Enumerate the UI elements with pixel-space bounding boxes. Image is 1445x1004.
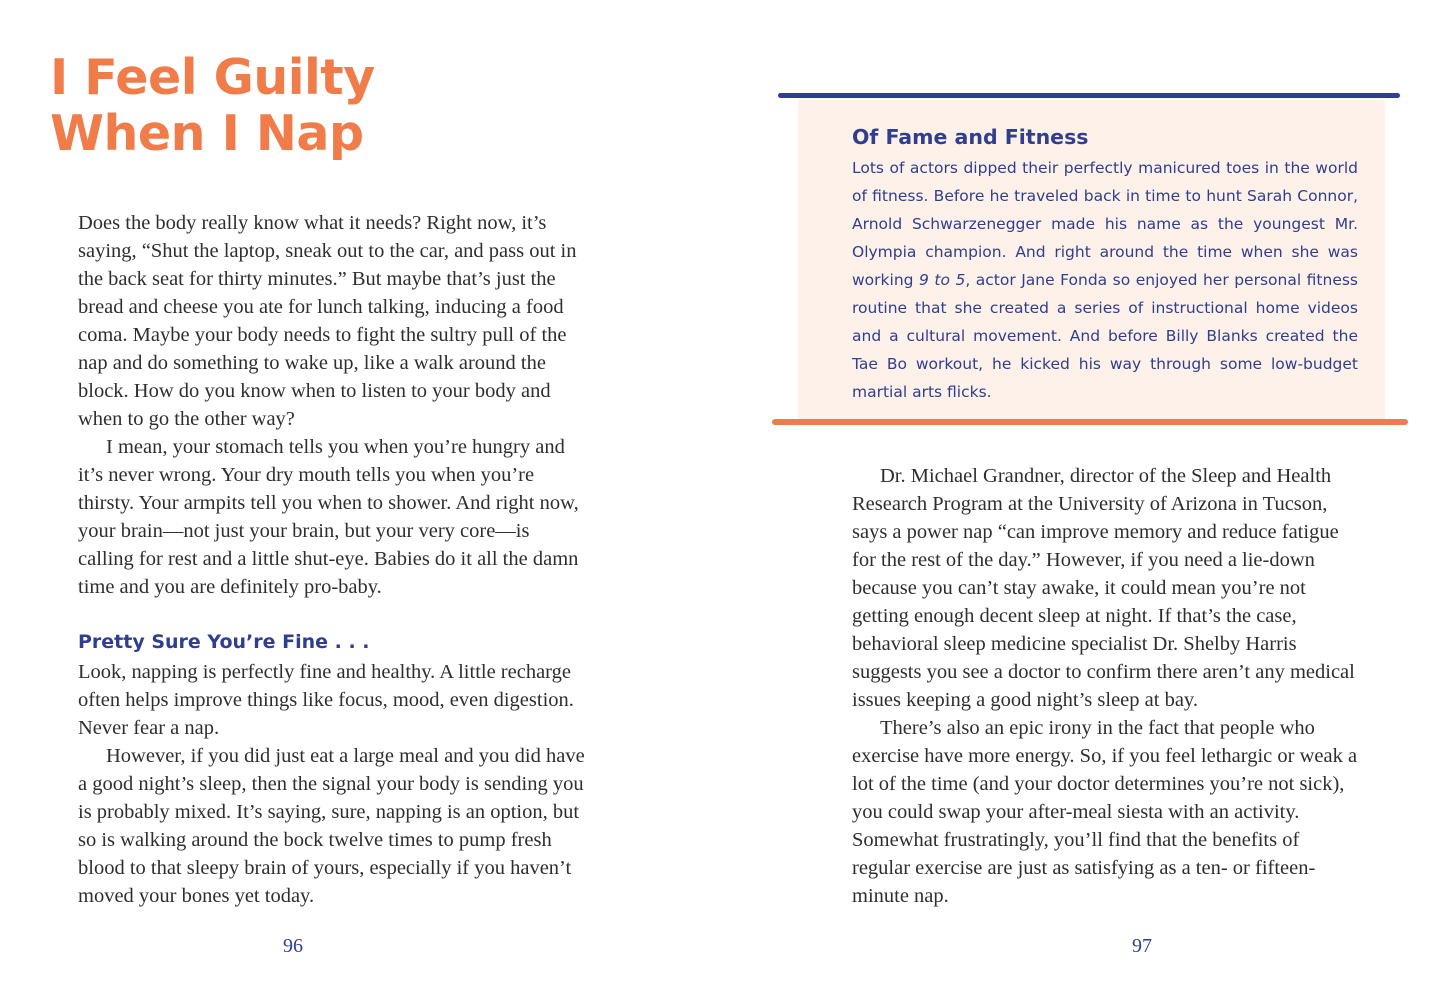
sidebar-title: Of Fame and Fitness (852, 125, 1089, 149)
chapter-title-line2: When I Nap (50, 105, 364, 162)
right-page (722, 0, 1445, 1004)
paragraph: However, if you did just eat a large meal and you did have a good night’s sleep, then the signal your body is sending you is probably mixed. It’s saying, sure, napping is an option, but so is walking around the bock twelve times to pump fresh blood to that sleepy brain of yours, especially if you haven’t moved your bones yet today. (78, 745, 585, 907)
paragraph: I mean, your stomach tells you when you’re hungry and it’s never wrong. Your dry mouth tells you when you’re thirsty. Your armpits tell you when to shower. And right now, your brain—not just your brain, but your very core—is calling for rest and a little shut-eye. Babies do it all the damn time and you are definitely pro-baby. (78, 436, 579, 598)
section-heading: Pretty Sure You’re Fine . . . (78, 631, 370, 653)
paragraph: There’s also an epic irony in the fact that people who exercise have more energy. So, if you feel lethargic or weak a lot of the time (and your doctor determines you’re not sick), you could swap your after-meal siesta with an activity. Somewhat frustratingly, you’ll find that the benefits of regular exercise are just as satisfying as a ten- or fifteen-minute nap. (852, 717, 1358, 907)
page-number: 96 (283, 935, 303, 957)
sidebar-text-italic: 9 to 5 (919, 271, 966, 289)
sidebar-text (852, 154, 1358, 406)
paragraph: Look, napping is perfectly fine and healthy. A little recharge often helps improve things like focus, mood, even digestion. Never fear a nap. (78, 661, 574, 739)
sidebar-top-rule (778, 93, 1400, 98)
paragraph: Does the body really know what it needs? Right now, it’s saying, “Shut the laptop, sneak out to the car, and pass out in the back seat for thirty minutes.” But maybe that’s just the bread and cheese you ate for lunch talking, inducing a food coma. Maybe your body needs to fight the sultry pull of the nap and do something to wake up, like a walk around the block. How do you know when to listen to your body and when to go the other way? (78, 212, 577, 430)
sidebar-bottom-rule (772, 419, 1408, 425)
chapter-title-line1: I Feel Guilty (50, 49, 375, 106)
paragraph: Dr. Michael Grandner, director of the Sleep and Health Research Program at the University of Arizona in Tucson, says a power nap “can improve memory and reduce fatigue for the rest of the day.” However, if you need a lie-down because you can’t stay awake, it could mean you’re not getting enough decent sleep at night. If that’s the case, behavioral sleep medicine specialist Dr. Shelby Harris suggests you see a doctor to confirm there aren’t any medical issues keeping a good night’s sleep at bay. (852, 465, 1355, 711)
intro-text (78, 209, 588, 601)
sidebar-text-part1: Lots of actors dipped their perfectly manicured toes in the world of fitness. Before he traveled back in time to hunt Sarah Connor, Arnold Schwarzenegger made his name as the youngest Mr. Olympia champion. And right around the time when she was working (852, 159, 1358, 289)
section-text (78, 658, 588, 910)
left-page (0, 0, 722, 1004)
sidebar-text-part2: , actor Jane Fonda so enjoyed her personal fitness routine that she created a series of instructional home videos and a cultural movement. And before Billy Blanks created the Tae Bo workout, he kicked his way through some low-budget martial arts flicks. (852, 271, 1359, 401)
chapter-title (50, 50, 375, 162)
page-number: 97 (1132, 935, 1152, 957)
main-text (852, 462, 1362, 910)
